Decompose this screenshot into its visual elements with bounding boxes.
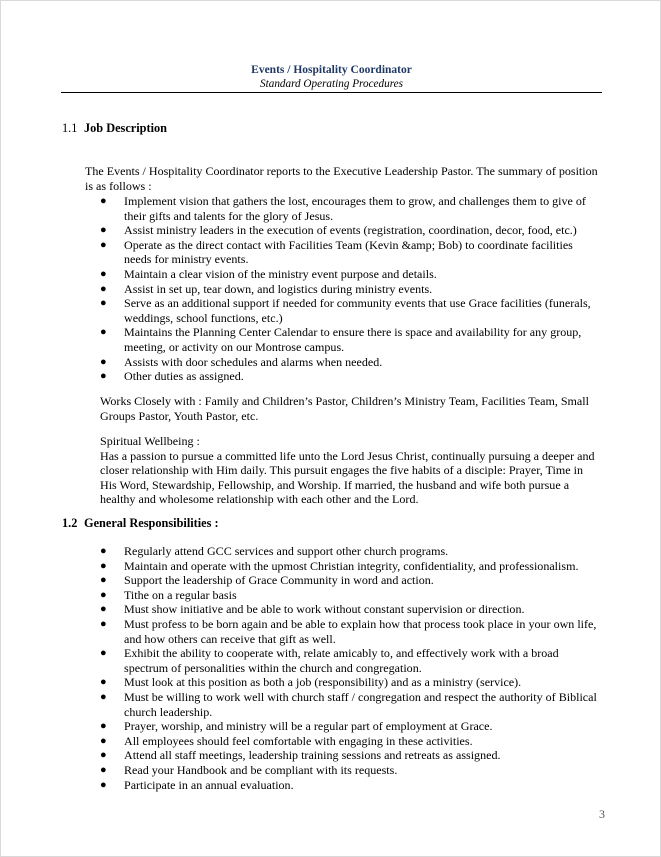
position-summary: The Events / Hospitality Coordinator reports to the Executive Leadership Pastor. The summary of position is as follows : [85,164,598,193]
bullet-icon: ● [100,195,107,207]
list-item-text: Other duties as assigned. [124,369,244,384]
list-item [100,544,602,559]
section-number: 1.2 [62,516,78,530]
list-item-text: Assist in set up, tear down, and logistics during ministry events. [124,281,433,296]
list-item-text: All employees should feel comfortable with engaging in these activities. [124,733,473,748]
list-item-text: Support the leadership of Grace Community in word and action. [124,573,434,588]
list-item-text: Prayer, worship, and ministry will be a regular part of employment at Grace. [124,719,493,734]
bullet-icon: ● [100,282,107,295]
bullet-icon: ● [100,588,107,601]
page-header [61,63,602,91]
header-subtitle: Standard Operating Procedures [260,78,403,90]
list-item [100,296,602,325]
list-item [100,646,602,675]
bullet-icon: ● [100,355,107,368]
bullet-icon: ● [100,690,107,703]
list-item [100,748,602,763]
bullet-icon: ● [100,720,107,733]
bullet-icon: ● [100,238,107,251]
bullet-icon: ● [100,267,107,280]
bullet-icon: ● [100,734,107,747]
page-number: 3 [599,807,605,821]
bullet-icon: ● [100,749,107,762]
spiritual-wellbeing-text: Has a passion to pursue a committed life unto the Lord Jesus Christ, continually pursuing a deeper and closer relationship with Him daily. This pursuit engages the five habits of a disciple: Prayer, Time in His Word, Stewardship, Fellowship, and Worship. If married, the husband and wife both pursue a healthy and wholesome relationship with each other and the Lord. [100,448,595,507]
list-item [100,238,602,267]
works-closely-with: Works Closely with : Family and Children’s Pastor, Children’s Ministry Team, Facilities Team, Small Groups Pastor, Youth Pastor, etc. [100,394,589,423]
list-item [100,369,602,384]
list-item-text: Maintain and operate with the upmost Christian integrity, confidentiality, and professionalism. [124,558,579,573]
bullet-icon: ● [100,370,107,383]
bullet-icon: ● [100,297,107,310]
list-item [100,355,602,370]
list-item [100,282,602,297]
bullet-icon: ● [100,574,107,587]
list-item-text: Must look at this position as both a job (responsibility) and as a ministry (service). [124,675,522,690]
list-item [100,734,602,749]
list-item [100,719,602,734]
list-item [100,617,602,646]
list-item [100,573,602,588]
list-item-text: Read your Handbook and be compliant with its requests. [124,762,398,777]
list-item-text: Must show initiative and be able to work without constant supervision or direction. [124,602,525,617]
list-item-text: Assist ministry leaders in the execution of events (registration, coordination, decor, food, etc.) [124,223,577,238]
list-item-text: Serve as an additional support if needed for community events that use Grace facilities (funerals, weddings, school functions, etc.) [124,296,591,325]
list-item [100,763,602,778]
bullet-icon: ● [100,647,107,660]
bullet-icon: ● [100,676,107,689]
bullet-icon: ● [100,617,107,630]
list-item-text: Maintain a clear vision of the ministry event purpose and details. [124,266,437,281]
section-heading-general-responsibilities [62,516,219,531]
list-item [100,778,602,793]
list-item-text: Attend all staff meetings, leadership training sessions and retreats as assigned. [124,748,501,763]
spiritual-wellbeing [100,434,602,507]
list-item-text: Implement vision that gathers the lost, encourages them to grow, and challenges them to give of their gifts and talents for the glory of Jesus. [124,194,586,223]
list-item [100,690,602,719]
list-item [100,602,602,617]
bullet-icon: ● [100,603,107,616]
list-item [100,194,602,223]
job-description-list [100,194,602,384]
list-item [100,267,602,282]
list-item-text: Regularly attend GCC services and support other church programs. [124,544,449,558]
list-item [100,325,602,354]
general-responsibilities-list [100,544,602,792]
bullet-icon: ● [100,224,107,237]
bullet-icon: ● [100,778,107,791]
header-title: Events / Hospitality Coordinator [251,64,412,76]
list-item-text: Tithe on a regular basis [124,587,237,602]
bullet-icon: ● [100,763,107,776]
bullet-icon: ● [100,326,107,339]
list-item-text: Participate in an annual evaluation. [124,777,294,792]
bullet-icon: ● [100,545,107,557]
bullet-icon: ● [100,559,107,572]
list-item [100,675,602,690]
section-title: Job Description [84,121,168,135]
list-item-text: Assists with door schedules and alarms when needed. [124,354,383,369]
section-number: 1.1 [62,121,78,135]
list-item-text: Must profess to be born again and be able to explain how that process took place in your own life, and how others can receive that gift as well. [124,616,597,646]
list-item-text: Maintains the Planning Center Calendar to ensure there is space and availability for any group, meeting, or activity on our Montrose campus. [124,325,582,354]
header-divider [61,92,602,93]
section-heading-job-description [62,121,167,136]
spiritual-wellbeing-label: Spiritual Wellbeing : [100,434,200,448]
list-item-text: Operate as the direct contact with Facilities Team (Kevin &amp; Bob) to coordinate facilities needs for ministry events. [124,237,573,267]
list-item [100,559,602,574]
list-item [100,223,602,238]
section-title: General Responsibilities : [84,516,219,530]
list-item [100,588,602,603]
list-item-text: Exhibit the ability to cooperate with, relate amicably to, and effectively work with a broad spectrum of personalities within the church and congregation. [124,646,559,675]
list-item-text: Must be willing to work well with church staff / congregation and respect the authority of Biblical church leadership. [124,689,597,719]
